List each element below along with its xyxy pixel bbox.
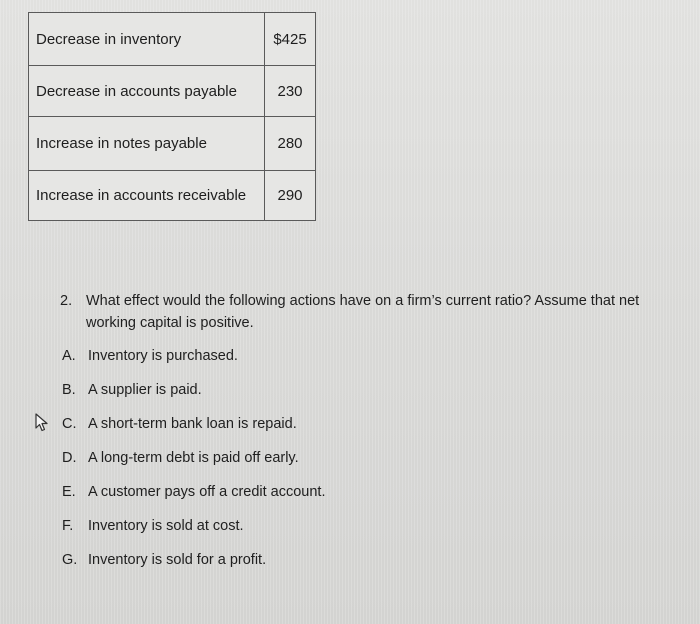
option-f — [62, 515, 326, 549]
option-letter: G. — [62, 552, 78, 568]
table-row — [29, 171, 316, 221]
option-text: A short-term bank loan is repaid. — [88, 416, 297, 432]
option-d — [62, 447, 326, 481]
option-text: A customer pays off a credit account. — [88, 484, 326, 500]
option-text: A long-term debt is paid off early. — [88, 450, 299, 466]
option-text: Inventory is sold at cost. — [88, 518, 244, 534]
option-text: Inventory is sold for a profit. — [88, 552, 267, 568]
row-label: Decrease in inventory — [29, 13, 265, 66]
option-b — [62, 379, 326, 413]
option-e — [62, 481, 326, 515]
table-row — [29, 117, 316, 171]
option-letter: B. — [62, 382, 76, 398]
option-letter: D. — [62, 450, 77, 466]
option-letter: C. — [62, 416, 77, 432]
row-label: Decrease in accounts payable — [29, 66, 265, 117]
option-letter: F. — [62, 518, 74, 534]
answer-options — [62, 345, 326, 583]
option-c — [62, 413, 326, 447]
option-letter: A. — [62, 348, 76, 364]
option-a — [62, 345, 326, 379]
question-number: 2. — [60, 293, 73, 309]
question-text: What effect would the following actions have on a firm’s current ratio? Assume that net working capital is positive. — [86, 293, 640, 331]
option-g — [62, 549, 326, 583]
option-text: A supplier is paid. — [88, 382, 202, 398]
table-row — [29, 66, 316, 117]
mouse-pointer-icon — [34, 413, 52, 433]
option-letter: E. — [62, 484, 76, 500]
row-value: $425 — [265, 13, 316, 66]
row-value: 290 — [265, 171, 316, 221]
row-value: 230 — [265, 66, 316, 117]
row-label: Increase in accounts receivable — [29, 171, 265, 221]
question-2 — [60, 290, 690, 334]
row-value: 280 — [265, 117, 316, 171]
table-row — [29, 13, 316, 66]
option-text: Inventory is purchased. — [88, 348, 238, 364]
cash-flow-table — [28, 12, 316, 221]
row-label: Increase in notes payable — [29, 117, 265, 171]
